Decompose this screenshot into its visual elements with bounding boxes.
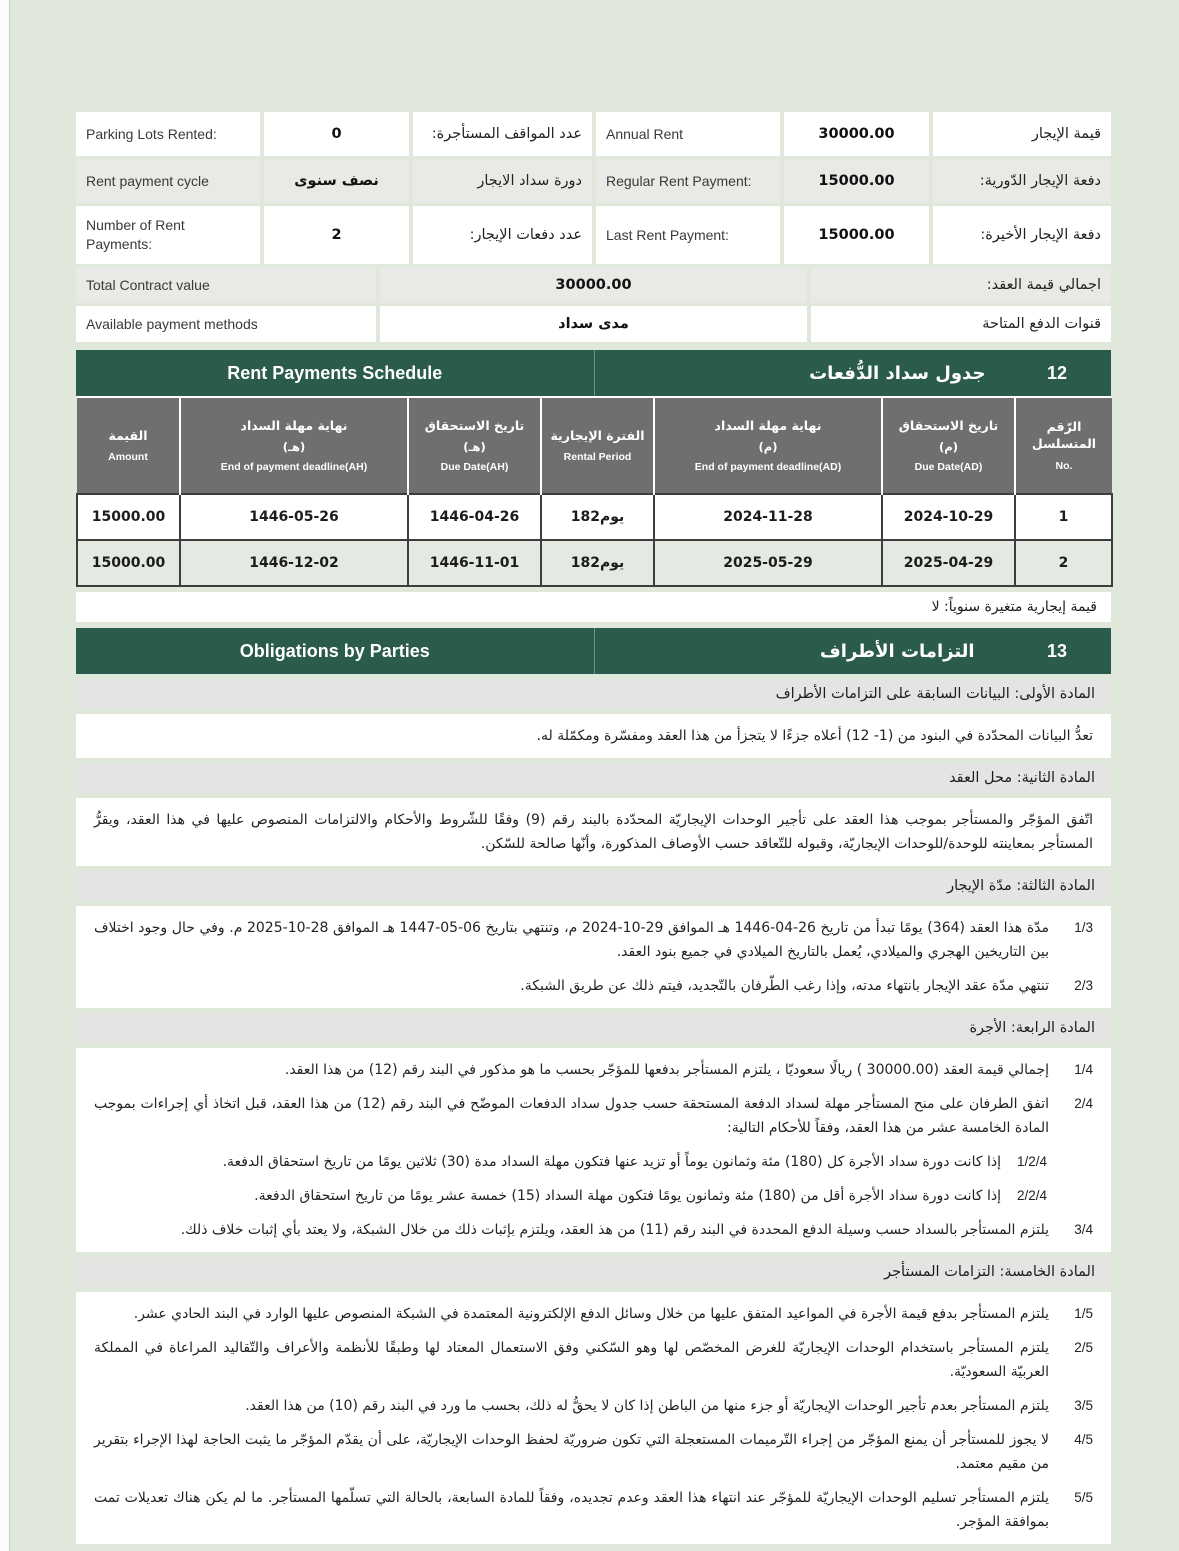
summary-label-en: Number of Rent Payments:: [76, 206, 260, 264]
payment-deadline-ad: 2024-11-28: [654, 494, 882, 540]
article-header: المادة الثانية: محل العقد: [76, 763, 1111, 793]
clause-text: إذا كانت دورة سداد الأجرة كل (180) مئة وثمانون يوماً أو تزيد عنها فتكون مهلة السداد مدة (30) ثلاثين يومًا من تاريخ استحقاق الدفعة.: [222, 1154, 1001, 1170]
clause-text: اتّفق المؤجّر والمستأجر بموجب هذا العقد على تأجير الوحدات الإيجاريّة المحدّدة بالبند رقم (9) وفقًا للشّروط والأحكام والالتزامات المنصوص عليها في هذا العقد، ويقرُّ المستأجر بمعاينته للوحدة/للوحدات الإيجاريّة، وقبوله للتّعاقد حسب الأوصاف المذكورة، وأنّها صالحة للسّكن.: [94, 812, 1094, 852]
contract-clause: [94, 916, 1093, 964]
payment-due-ad: 2025-04-29: [882, 540, 1015, 586]
section-number: 13: [1046, 640, 1067, 661]
payment-serial-no: 1: [1015, 494, 1112, 540]
summary-row: [76, 267, 1111, 303]
summary-label-en: Parking Lots Rented:: [76, 112, 260, 156]
section-title-ar: التزامات الأطراف: [819, 640, 975, 662]
payment-rental-period: 182يوم: [541, 494, 654, 540]
clause-text: تعدُّ البيانات المحدّدة في البنود من (1- 12) أعلاه جزءًا لا يتجزأ من هذا العقد ومفسّرة ومكمّلة له.: [536, 728, 1093, 744]
summary-label-ar: دورة سداد الايجار: [413, 159, 592, 203]
payment-deadline-ah: 1446-05-26: [180, 494, 408, 540]
clause-text: يلتزم المستأجر بالسداد حسب وسيلة الدفع المحددة في البند رقم (11) من هذ العقد، ويلتزم بإثبات ذلك من خلال الشبكة، ولا يعتد بأي إثبات خلاف ذلك.: [180, 1222, 1049, 1238]
clause-number: 3/4: [1074, 1222, 1093, 1237]
article-body: [76, 714, 1111, 758]
contract-clause: [94, 1218, 1093, 1242]
summary-value: 15000.00: [784, 159, 929, 203]
contract-clause: [94, 1302, 1093, 1326]
clause-text: يلتزم المستأجر تسليم الوحدات الإيجاريّة للمؤجّر عند انتهاء هذا العقد وعدم تجديده، وفقاً للمادة السابعة، بالحالة التي تسلّمها المستأجر. ما لم يكن هناك تعديلات تمت بموافقة المؤجر.: [94, 1490, 1049, 1530]
column-header-deadline-ad: نهاية مهلة السداد (م) End of payment deadline(AD): [654, 397, 882, 494]
clause-text: مدّة هذا العقد (364) يومًا تبدأ من تاريخ 26-04-1446 هـ الموافق 29-10-2024 م، وتنتهي بتاريخ 06-05-1447 هـ الموافق 28-10-2025 م. وفي حال وجود اختلاف بين التاريخين الهجري والميلادي، يُعمل بالتاريخ الميلادي في جميع بنود العقد.: [94, 920, 1050, 960]
summary-row: [76, 159, 1111, 203]
contract-subclause: [94, 1150, 1047, 1174]
payment-rental-period: 182يوم: [541, 540, 654, 586]
clause-number: 1/5: [1074, 1306, 1093, 1321]
column-header-rental-period: الفترة الإيجارية Rental Period: [541, 397, 654, 494]
contract-clause: [94, 1092, 1093, 1140]
column-header-serial-no: الرّقم المتسلسل .No: [1015, 397, 1112, 494]
column-header-due-ad: تاريخ الاستحقاق (م) Due Date(AD): [882, 397, 1015, 494]
summary-value: 30000.00: [380, 267, 807, 303]
clause-number: 1/3: [1074, 920, 1093, 935]
contract-clause: [94, 974, 1093, 998]
clause-text: يلتزم المستأجر بعدم تأجير الوحدات الإيجاريّة أو جزء منها من الباطن إذا كان لا يحقُّ له ذلك، بحسب ما ورد في البند رقم (10) من هذا العقد.: [245, 1398, 1049, 1414]
clause-text: إجمالي قيمة العقد (30000.00 ) ريالًا سعوديّا ، يلتزم المستأجر بدفعها للمؤجّر بحسب ما هو مذكور في البند رقم (12) من هذا العقد.: [284, 1062, 1049, 1078]
summary-value: 30000.00: [784, 112, 929, 156]
scanned-page-edge: [0, 0, 9, 1551]
clause-number: 5/5: [1074, 1490, 1093, 1505]
clause-text: يلتزم المستأجر باستخدام الوحدات الإيجاريّة للغرض المخصّص لها وهو السّكني وفق الاستعمال المعتاد لها وطبقًا للأنظمة والأعراف والتّقاليد المراعاة في المملكة العربيّة السعوديّة.: [94, 1340, 1049, 1380]
article-header: المادة الخامسة: التزامات المستأجر: [76, 1257, 1111, 1287]
clause-number: 2/5: [1074, 1340, 1093, 1355]
summary-label-en: Last Rent Payment:: [596, 206, 780, 264]
contract-clause: [94, 1428, 1093, 1476]
summary-label-ar: عدد المواقف المستأجرة:: [413, 112, 592, 156]
section-title-en: Rent Payments Schedule: [227, 362, 443, 383]
section-12-header: [76, 350, 1111, 396]
article-body: [76, 1292, 1111, 1544]
summary-row: [76, 306, 1111, 342]
summary-label-ar: دفعة الإيجار الأخيرة:: [933, 206, 1111, 264]
article-body: [76, 906, 1111, 1008]
payment-due-ad: 2024-10-29: [882, 494, 1015, 540]
summary-row: [76, 206, 1111, 264]
summary-value: نصف سنوى: [264, 159, 409, 203]
variable-rent-note: قيمة إيجارية متغيرة سنوياً: لا: [76, 592, 1111, 622]
payment-amount: 15000.00: [77, 540, 180, 586]
article-header: المادة الثالثة: مدّة الإيجار: [76, 871, 1111, 901]
summary-value: 0: [264, 112, 409, 156]
payment-amount: 15000.00: [77, 494, 180, 540]
payment-deadline-ad: 2025-05-29: [654, 540, 882, 586]
section-title-en: Obligations by Parties: [239, 640, 430, 661]
summary-row: [76, 112, 1111, 156]
clause-number: 2/2/4: [1016, 1188, 1047, 1203]
clause-number: 3/5: [1074, 1398, 1093, 1413]
payment-deadline-ah: 1446-12-02: [180, 540, 408, 586]
contract-content: [76, 112, 1111, 1544]
clause-text: اتفق الطرفان على منح المستأجر مهلة لسداد الدفعة المستحقة حسب جدول سداد الدفعات الموضّح في البند رقم (12) من هذا العقد، قبل اتخاذ أي إجراءات بموجب المادة الخامسة عشر من هذا العقد، وفقاً للأحكام التالية:: [94, 1096, 1049, 1136]
clause-text: يلتزم المستأجر بدفع قيمة الأجرة في المواعيد المتفق عليها من خلال وسائل الدفع الإلكترونية المعتمدة في الشبكة المنصوص عليها الوارد في البند الحادي عشر.: [133, 1306, 1049, 1322]
contract-clause: [94, 1486, 1093, 1534]
summary-label-ar: قنوات الدفع المتاحة: [811, 306, 1111, 342]
summary-value: 15000.00: [784, 206, 929, 264]
contract-subclause: [94, 1184, 1047, 1208]
summary-label-en: Available payment methods: [76, 306, 376, 342]
summary-label-en: Regular Rent Payment:: [596, 159, 780, 203]
payment-due-ah: 1446-11-01: [408, 540, 541, 586]
clause-number: 2/3: [1074, 978, 1093, 993]
section-13-header: [76, 628, 1111, 674]
article-header: المادة الرابعة: الأجرة: [76, 1013, 1111, 1043]
contract-clause: [94, 1394, 1093, 1418]
clause-number: 1/4: [1074, 1062, 1093, 1077]
clause-text: لا يجوز للمستأجر أن يمنع المؤجّر من إجراء التّرميمات المستعجلة التي تكون ضروريّة لحفظ الوحدات الإيجاريّة، على أن يقدّم المؤجّر ما يثبت الحاجة لهذا الإجراء بتقرير من مقيم معتمد.: [94, 1432, 1049, 1472]
payment-row: [77, 494, 1112, 540]
article-body: [76, 1048, 1111, 1252]
summary-label-ar: اجمالي قيمة العقد:: [811, 267, 1111, 303]
payments-schedule-table: [76, 396, 1113, 587]
summary-value: مدى سداد: [380, 306, 807, 342]
payment-due-ah: 1446-04-26: [408, 494, 541, 540]
column-header-due-ah: تاريخ الاستحقاق (هـ) Due Date(AH): [408, 397, 541, 494]
contract-clause: [94, 1058, 1093, 1082]
summary-label-en: Rent payment cycle: [76, 159, 260, 203]
clause-number: 1/2/4: [1016, 1154, 1047, 1169]
summary-label-ar: قيمة الإيجار: [933, 112, 1111, 156]
summary-label-en: Annual Rent: [596, 112, 780, 156]
article-header: المادة الأولى: البيانات السابقة على التزامات الأطراف: [76, 679, 1111, 709]
schedule-header-row: [77, 397, 1112, 494]
summary-label-en: Total Contract value: [76, 267, 376, 303]
clause-text: تنتهي مدّة عقد الإيجار بانتهاء مدته، وإذا رغب الطّرفان بالتّجديد، فيتم ذلك عن طريق الشبكة.: [520, 978, 1049, 994]
section-title-ar: جدول سداد الدُّفعات: [809, 362, 986, 384]
summary-value: 2: [264, 206, 409, 264]
clause-number: 4/5: [1074, 1432, 1093, 1447]
contract-summary-table: [76, 112, 1111, 342]
payment-row: [77, 540, 1112, 586]
clause-number: 2/4: [1074, 1096, 1093, 1111]
contract-clause: [94, 1336, 1093, 1384]
clause-text: إذا كانت دورة سداد الأجرة أقل من (180) مئة وثمانون يومًا فتكون مهلة السداد (15) خمسة عشر يومًا من تاريخ استحقاق الدفعة.: [254, 1188, 1001, 1204]
column-header-deadline-ah: نهاية مهلة السداد (هـ) End of payment deadline(AH): [180, 397, 408, 494]
column-header-amount: القيمة Amount: [77, 397, 180, 494]
summary-label-ar: دفعة الإيجار الدّورية:: [933, 159, 1111, 203]
summary-label-ar: عدد دفعات الإيجار:: [413, 206, 592, 264]
payment-serial-no: 2: [1015, 540, 1112, 586]
article-body: [76, 798, 1111, 866]
section-number: 12: [1046, 362, 1067, 383]
